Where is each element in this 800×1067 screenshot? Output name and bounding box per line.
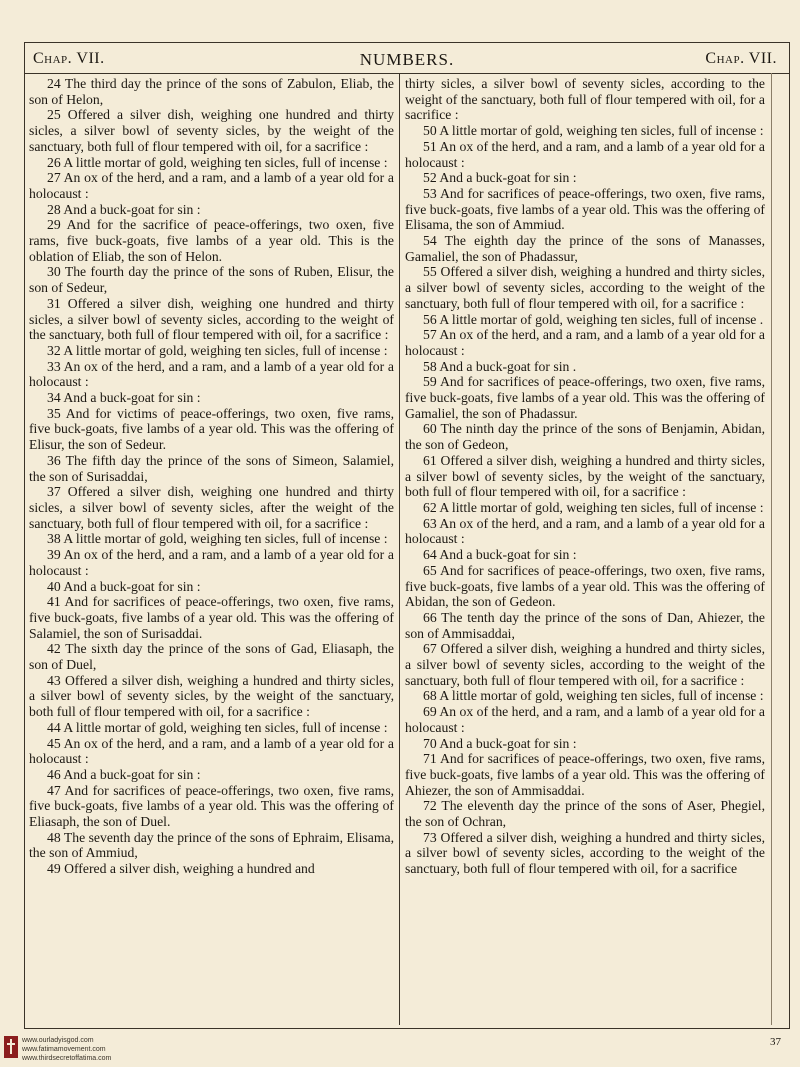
verse: 63 An ox of the herd, and a ram, and a lamb of a year old for a holocaust : xyxy=(405,515,765,547)
margin-rule xyxy=(771,73,772,1025)
verse: 40 And a buck-goat for sin : xyxy=(47,578,201,594)
verse: 31 Offered a silver dish, weighing one hundred and thirty sicles, a silver bowl of seventy sicles, according to the weight of the sanctuary, both full of flour tempered with oil, for a sacrifice : xyxy=(29,295,394,343)
chapter-label-left: Chap. VII. xyxy=(33,50,105,67)
verse: 66 The tenth day the prince of the sons of Dan, Ahiezer, the son of Ammisaddai, xyxy=(405,609,765,641)
verse: 71 And for sacrifices of peace-offerings, two oxen, five rams, five buck-goats, five lambs of a year old. This was the offering of Ahiezer, the son of Ammisaddai. xyxy=(405,751,765,798)
verse: 52 And a buck-goat for sin : xyxy=(423,170,577,186)
verse: 69 An ox of the herd, and a ram, and a lamb of a year old for a holocaust : xyxy=(405,704,765,735)
footer xyxy=(4,1036,111,1063)
left-text-column xyxy=(29,76,394,1024)
verse: 60 The ninth day the prince of the sons of Benjamin, Abidan, the son of Gedeon, xyxy=(405,421,765,453)
verse: 49 Offered a silver dish, weighing a hundred and xyxy=(47,861,315,877)
verse: 61 Offered a silver dish, weighing a hundred and thirty sicles, a silver bowl of seventy sicles, by the weight of the sanctuary, both full of flour tempered with oil, for a sacrifice : xyxy=(405,452,765,500)
verse: 70 And a buck-goat for sin : xyxy=(423,735,577,751)
verse: 72 The eleventh day the prince of the sons of Aser, Phegiel, the son of Ochran, xyxy=(405,798,765,830)
verse: 30 The fourth day the prince of the sons of Ruben, Elisur, the son of Sedeur, xyxy=(29,264,394,296)
verse: 25 Offered a silver dish, weighing one hundred and thirty sicles, a silver bowl of seventy sicles, by the weight of the sanctuary, both full of flour tempered with oil, for a sacrifice : xyxy=(29,107,394,154)
verse: 46 And a buck-goat for sin : xyxy=(47,766,201,782)
verse: 44 A little mortar of gold, weighing ten sicles, full of incense : xyxy=(47,719,388,735)
verse: 39 An ox of the herd, and a ram, and a lamb of a year old for a holocaust : xyxy=(29,547,394,578)
verse: 24 The third day the prince of the sons of Zabulon, Eliab, the son of Helon, xyxy=(29,76,394,107)
footer-url: www.ourladyisgod.com xyxy=(22,1037,94,1044)
verse: 42 The sixth day the prince of the sons of Gad, Eliasaph, the son of Duel, xyxy=(29,641,394,673)
verse: 64 And a buck-goat for sin : xyxy=(423,547,577,563)
cross-emblem-icon xyxy=(4,1036,18,1058)
verse: 55 Offered a silver dish, weighing a hundred and thirty sicles, a silver bowl of seventy sicles, according to the weight of the sanctuary, both full of flour tempered with oil, for a sacrifice : xyxy=(405,264,765,311)
verse: 67 Offered a silver dish, weighing a hundred and thirty sicles, a silver bowl of seventy sicles, according to the weight of the sanctuary, both full of flour tempered with oil, for a sacrifice : xyxy=(405,641,765,688)
verse: 62 A little mortar of gold, weighing ten sicles, full of incense : xyxy=(423,499,764,515)
footer-url: www.fatimamovement.com xyxy=(22,1046,106,1053)
verse: 34 And a buck-goat for sin : xyxy=(47,390,201,406)
verse: 56 A little mortar of gold, weighing ten sicles, full of incense . xyxy=(423,311,764,327)
right-text-column xyxy=(405,76,765,1024)
verse: 43 Offered a silver dish, weighing a hundred and thirty sicles, a silver bowl of seventy sicles, by the weight of the sanctuary, both full of flour tempered with oil, for a sacrifice : xyxy=(29,672,394,720)
verse: 68 A little mortar of gold, weighing ten sicles, full of incense : xyxy=(423,688,764,704)
verse: 33 An ox of the herd, and a ram, and a lamb of a year old for a holocaust : xyxy=(29,358,394,390)
running-header xyxy=(25,43,789,74)
verse: 54 The eighth day the prince of the sons of Manasses, Gamaliel, the son of Phadassur, xyxy=(405,233,765,264)
verse: 26 A little mortar of gold, weighing ten sicles, full of incense : xyxy=(47,154,388,170)
verse: 27 An ox of the herd, and a ram, and a lamb of a year old for a holocaust : xyxy=(29,170,394,201)
verse: 36 The fifth day the prince of the sons of Simeon, Salamiel, the son of Surisaddai, xyxy=(29,452,394,484)
verse: 35 And for victims of peace-offerings, two oxen, five rams, five buck-goats, five lambs of a year old. This was the offering of Elisur, the son of Sedeur. xyxy=(29,405,394,453)
verse: 59 And for sacrifices of peace-offerings, two oxen, five rams, five buck-goats, five lambs of a year old. This was the offering of Gamaliel, the son of Phadassur. xyxy=(405,374,765,421)
book-title: NUMBERS. xyxy=(359,50,455,69)
verse: 65 And for sacrifices of peace-offerings, two oxen, five rams, five buck-goats, five lambs of a year old. This was the offering of Abidan, the son of Gedeon. xyxy=(405,562,765,610)
column-divider xyxy=(399,73,400,1025)
verse: 29 And for the sacrifice of peace-offerings, two oxen, five rams, five buck-goats, five lambs of a year old. This is the oblation of Eliab, the son of Helon. xyxy=(29,217,394,264)
verse: 73 Offered a silver dish, weighing a hundred and thirty sicles, a silver bowl of seventy sicles, according to the weight of the sanctuary, both full of flour tempered with oil, for a sacrifice xyxy=(405,829,765,877)
footer-urls xyxy=(22,1036,111,1063)
footer-url: www.thirdsecretoffatima.com xyxy=(22,1055,112,1062)
verse: 45 An ox of the herd, and a ram, and a lamb of a year old for a holocaust : xyxy=(29,735,394,767)
page-number: 37 xyxy=(770,1036,781,1048)
verse: 48 The seventh day the prince of the sons of Ephraim, Elisama, the son of Ammiud, xyxy=(29,829,394,861)
verse: 37 Offered a silver dish, weighing one hundred and thirty sicles, a silver bowl of seventy sicles, after the weight of the sanctuary, both full of flour tempered with oil, for a sacrifice : xyxy=(29,484,394,531)
verse-continuation: thirty sicles, a silver bowl of seventy sicles, according to the weight of the sanctuary, both full of flour tempered with oil, for a sacrifice : xyxy=(405,76,765,123)
verse: 47 And for sacrifices of peace-offerings, two oxen, five rams, five buck-goats, five lambs of a year old. This was the offering of Eliasaph, the son of Duel. xyxy=(29,782,394,830)
verse: 41 And for sacrifices of peace-offerings, two oxen, five rams, five buck-goats, five lambs of a year old. This was the offering of Salamiel, the son of Surisaddai. xyxy=(29,594,394,641)
verse: 58 And a buck-goat for sin . xyxy=(423,358,577,374)
verse: 38 A little mortar of gold, weighing ten sicles, full of incense : xyxy=(47,531,388,547)
verse: 53 And for sacrifices of peace-offerings, two oxen, five rams, five buck-goats, five lambs of a year old. This was the offering of Elisama, the son of Ammiud. xyxy=(405,185,765,233)
verse: 32 A little mortar of gold, weighing ten sicles, full of incense : xyxy=(47,342,388,358)
verse: 28 And a buck-goat for sin : xyxy=(47,201,201,217)
verse: 50 A little mortar of gold, weighing ten sicles, full of incense : xyxy=(423,123,764,139)
verse: 51 An ox of the herd, and a ram, and a lamb of a year old for a holocaust : xyxy=(405,138,765,170)
chapter-label-right: Chap. VII. xyxy=(705,50,777,67)
verse: 57 An ox of the herd, and a ram, and a lamb of a year old for a holocaust : xyxy=(405,327,765,358)
